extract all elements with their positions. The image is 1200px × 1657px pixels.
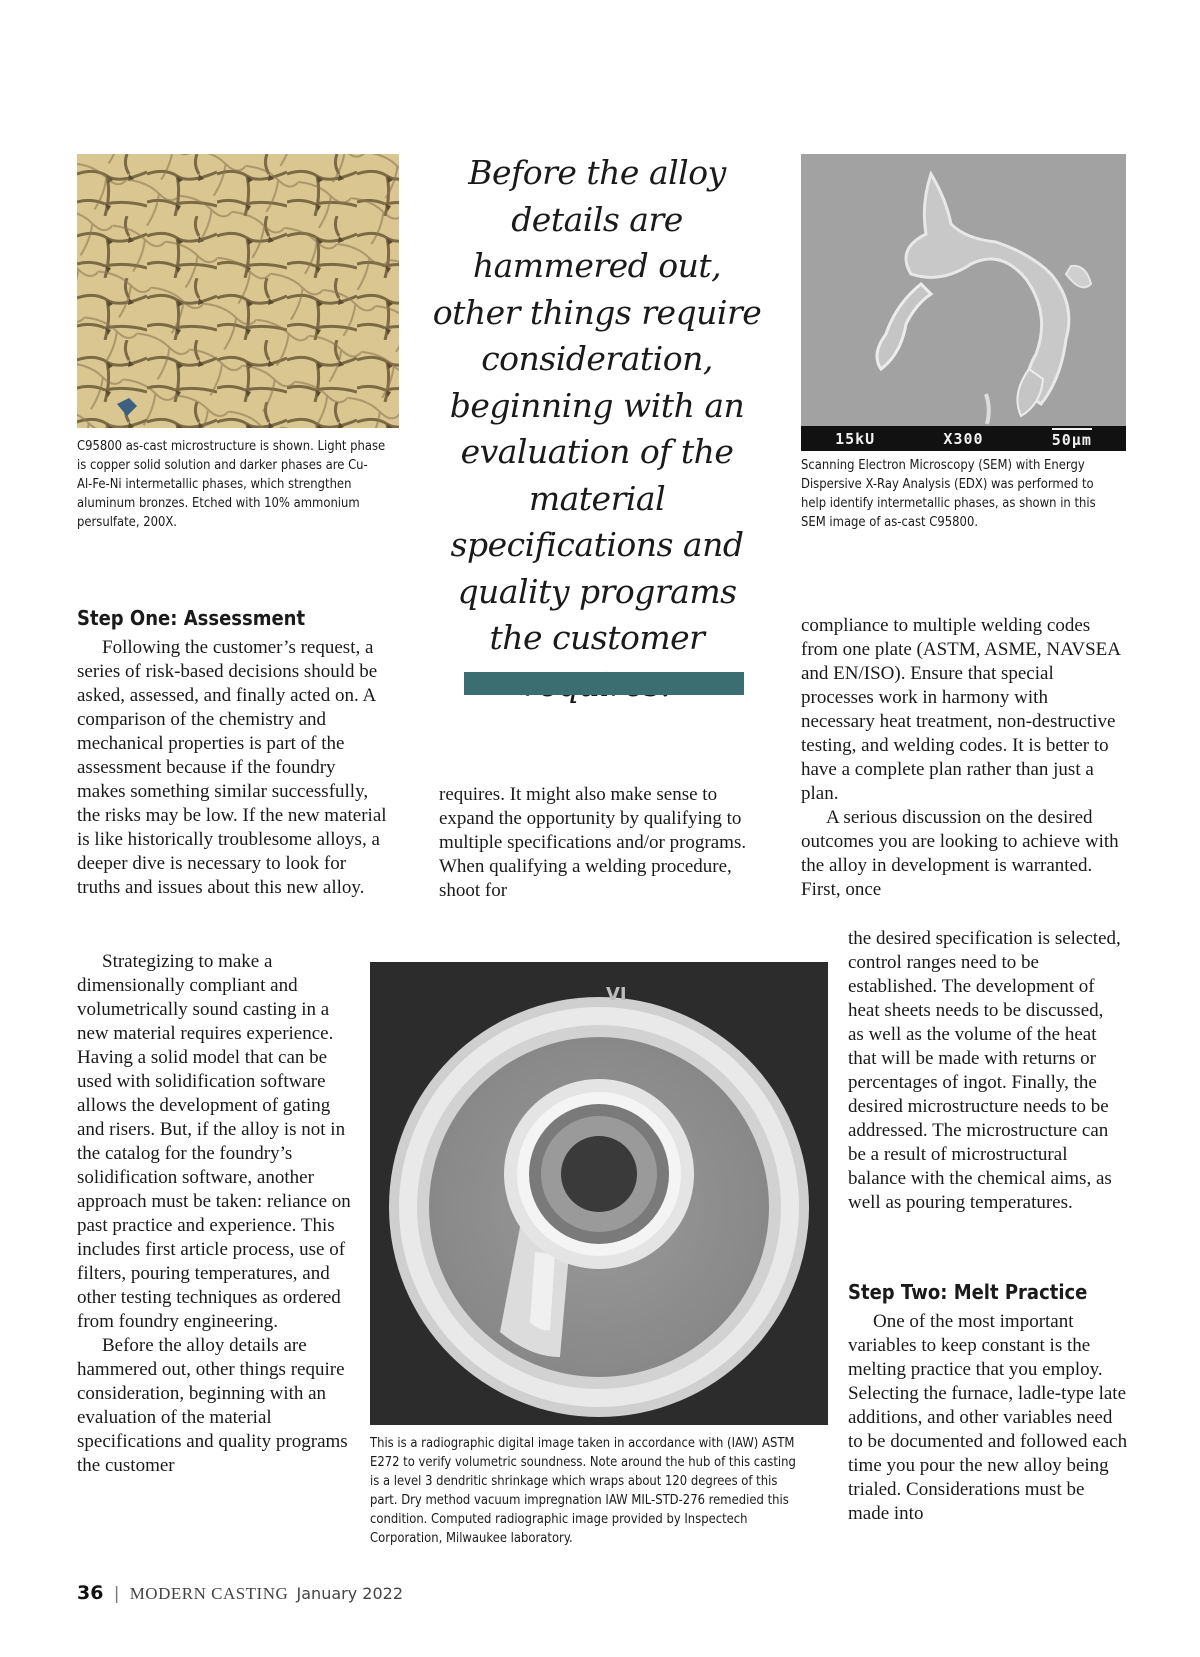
sem-scale-length: 50µm xyxy=(1052,428,1092,449)
sem-magnification: X300 xyxy=(943,429,984,448)
pull-quote: Before the alloy details are hammered out, other things require consideration, beginning with an evaluation of the material specifications and quality programs the customer xyxy=(432,153,762,657)
radiograph-caption: This is a radiographic digital image taken in accordance with (IAW) ASTM E272 to verify volumetric soundness. Note around the hub of this casting is a level 3 dendritic shrinkage which wraps about 120 degrees of this part. Dry method vacuum impregnation IAW MIL-STD-276 remedied this condition. Computed radiographic image provided by Inspectech Corporation, Milwaukee laboratory. xyxy=(370,1435,796,1546)
sem-caption: Scanning Electron Microscopy (SEM) with Energy Dispersive X-Ray Analysis (EDX) was performed to help identify intermetallic phases, as shown in this SEM image of as-cast C95800. xyxy=(801,457,1096,530)
column-2-text xyxy=(439,783,759,903)
col3-paragraph-3: One of the most important variables to keep constant is the melting practice that you employ. Selecting the furnace, ladle-type late additions, and other variables need to be documented and followed each time you pour the new alloy being trialed. Considerations must be made into xyxy=(848,1311,1128,1524)
col3-paragraph-2b: the desired specification is selected, control ranges need to be established. The development of heat sheets needs to be discussed, as well as the volume of the heat that will be made with returns or percentages of ingot. Finally, the desired microstructure needs to be addressed. The microstructure can be a result of microstructural balance with the chemical aims, as well as pouring temperatures. xyxy=(848,928,1121,1213)
column-1-text-lower xyxy=(77,950,357,1478)
column-1-text xyxy=(77,636,387,900)
radiograph-marker: VI xyxy=(606,984,627,1005)
column-3-text-bottom xyxy=(848,1310,1128,1526)
sem-scalebar xyxy=(801,426,1126,451)
col1-paragraph-1: Following the customer’s request, a series of risk-based decisions should be asked, assessed, and finally acted on. A comparison of the chemistry and mechanical properties is part of the assessment because if the foundry makes something similar successfully, the risks may be low. If the new material is like historically troublesome alloys, a deeper dive is necessary to look for truths and issues about this new alloy. xyxy=(77,637,387,898)
section-heading-step-two: Step Two: Melt Practice xyxy=(848,1280,1088,1304)
pull-quote-rule xyxy=(464,672,744,695)
col1-paragraph-2: Strategizing to make a dimensionally compliant and volumetrically sound casting in a new material requires experience. Having a solid model that can be used with solidification software allows the development of gating and risers. But, if the alloy is not in the catalog for the foundry’s solidification software, another approach must be taken: reliance on past practice and experience. This includes first article process, use of filters, pouring temperatures, and other testing techniques as ordered from foundry engineering. xyxy=(77,951,351,1332)
col3-paragraph-1: compliance to multiple welding codes from one plate (ASTM, ASME, NAVSEA and EN/ISO). Ensure that special processes work in harmony with necessary heat treatment, non-destructive testing, and welding codes. It is better to have a complete plan rather than just a plan. xyxy=(801,615,1120,804)
micrograph-caption: C95800 as-cast microstructure is shown. Light phase is copper solid solution and darker phases are Cu- Al-Fe-Ni intermetallic phases, which strengthen aluminum bronzes. Etched with 10% ammonium persulfate, 200X. xyxy=(77,438,386,530)
issue-date: January 2022 xyxy=(296,1584,403,1603)
col1-paragraph-3: Before the alloy details are hammered out, other things require consideration, beginning with an evaluation of the material specifications and quality programs the customer xyxy=(77,1335,348,1476)
col3-paragraph-2a: A serious discussion on the desired outcomes you are looking to achieve with the alloy in development is warranted. First, once xyxy=(801,807,1119,900)
footer-separator: | xyxy=(113,1584,120,1604)
sem-image xyxy=(801,154,1126,451)
radiograph-image xyxy=(370,962,828,1425)
magazine-name: MODERN CASTING xyxy=(129,1584,289,1603)
page-number: 36 xyxy=(77,1582,104,1604)
sem-figure xyxy=(801,154,1126,451)
micrograph-image xyxy=(77,154,399,428)
col2-paragraph-1: requires. It might also make sense to expand the opportunity by qualifying to multiple specifications and/or programs. When qualifying a welding procedure, shoot for xyxy=(439,784,747,901)
page-footer xyxy=(77,1582,403,1604)
section-heading-step-one: Step One: Assessment xyxy=(77,606,306,630)
column-3-text xyxy=(801,614,1121,902)
sem-voltage: 15kU xyxy=(835,429,876,448)
column-3-text-lower xyxy=(848,927,1123,1215)
micrograph-figure xyxy=(77,154,399,428)
radiograph-figure xyxy=(370,962,828,1425)
